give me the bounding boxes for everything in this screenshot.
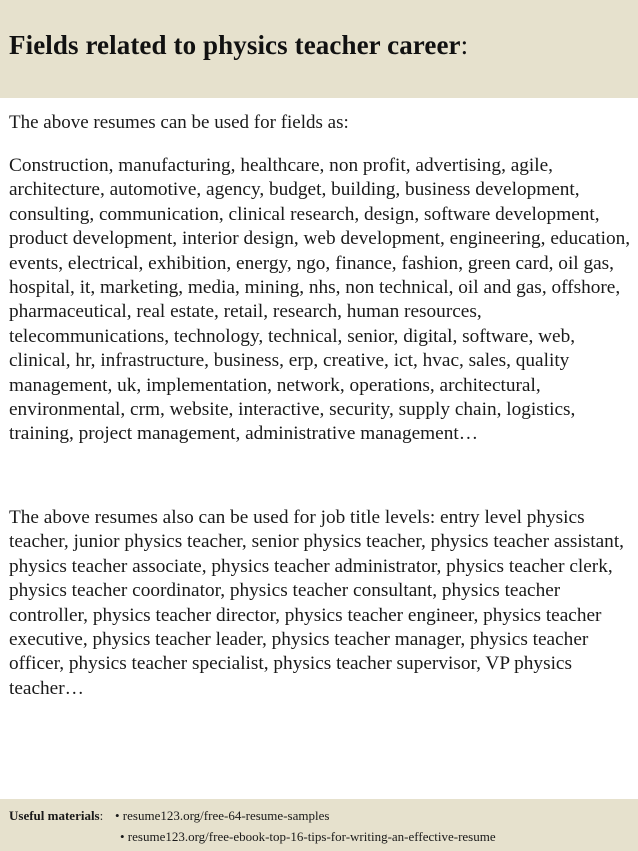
resume-samples-link[interactable]: • resume123.org/free-64-resume-samples [115, 808, 330, 823]
page-title-text: Fields related to physics teacher career [9, 30, 461, 60]
title-band [0, 0, 638, 98]
resume-ebook-link[interactable]: • resume123.org/free-ebook-top-16-tips-for-writing-an-effective-resume [120, 829, 496, 844]
footer-band [0, 799, 638, 851]
intro-text: The above resumes can be used for fields as: [9, 112, 349, 133]
useful-materials-label-text: Useful materials [9, 808, 100, 823]
useful-materials-colon: : [99, 808, 104, 823]
fields-paragraph: Construction, manufacturing, healthcare, non profit, advertising, agile, architecture, automotive, agency, budget, building, business development, consulting, communication, clinical research, design, software development, product development, interior design, web development, engineering, education, events, electrical, exhibition, energy, ngo, finance, fashion, green card, oil gas, hospital, it, marketing, media, mining, nhs, non technical, oil and gas, offshore, pharmaceutical, real estate, retail, research, human resources, telecommunications, technology, technical, senior, digital, software, web, clinical, hr, infrastructure, business, erp, creative, ict, hvac, sales, quality management, uk, implementation, network, operations, architectural, environmental, crm, website, interactive, security, supply chain, logistics, training, project management, administrative management… [9, 155, 631, 445]
useful-materials-label [9, 808, 103, 824]
page-title-colon: : [460, 30, 469, 60]
job-levels-paragraph: The above resumes also can be used for job title levels: entry level physics teacher, junior physics teacher, senior physics teacher, physics teacher assistant, physics teacher associate, physics teacher administrator, physics teacher clerk, physics teacher coordinator, physics teacher consultant, physics teacher controller, physics teacher director, physics teacher engineer, physics teacher executive, physics teacher leader, physics teacher manager, physics teacher officer, physics teacher specialist, physics teacher supervisor, VP physics teacher… [9, 507, 624, 699]
page-title [9, 30, 468, 61]
